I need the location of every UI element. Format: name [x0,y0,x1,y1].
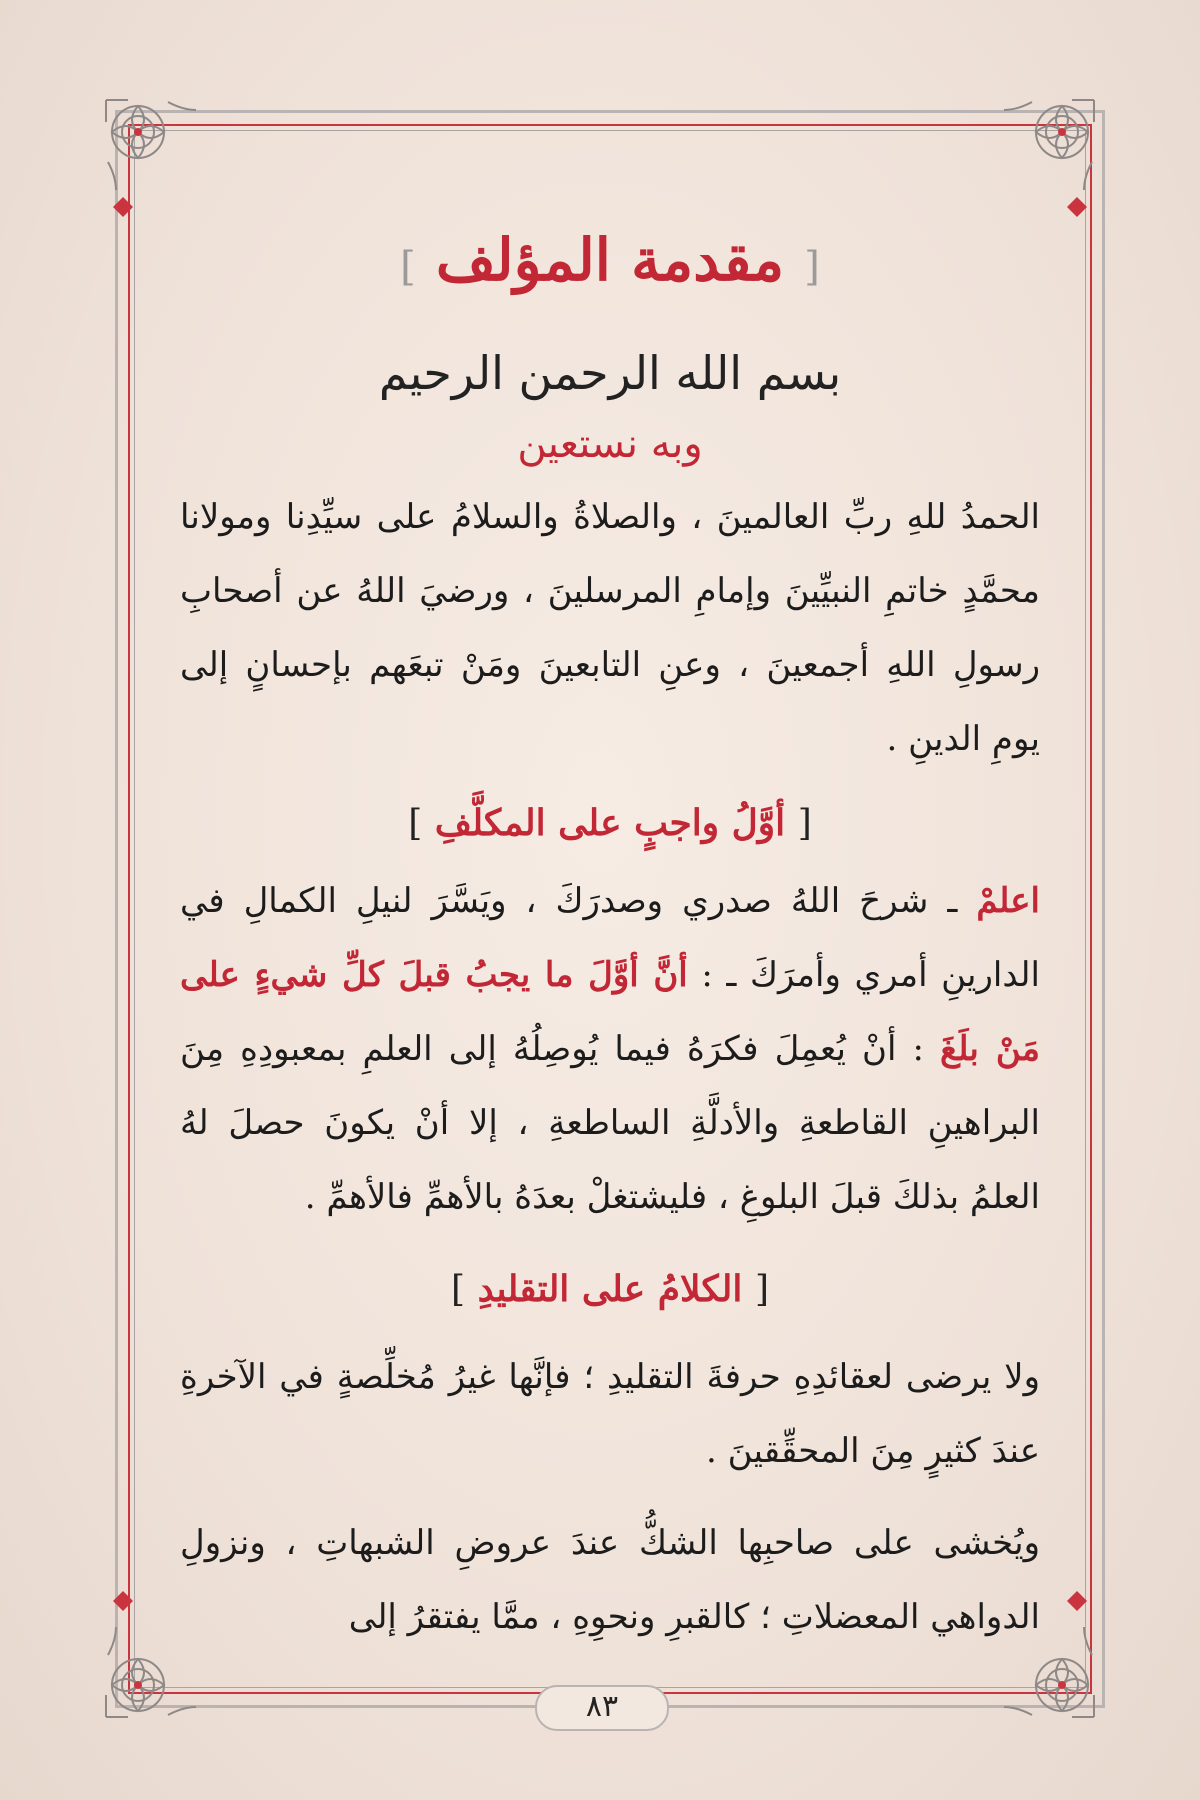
title-bracket-close: ] [400,244,416,290]
paragraph-praise: الحمدُ للهِ ربِّ العالمينَ ، والصلاةُ والسلامُ على سيِّدِنا ومولانا محمَّدٍ خاتمِ النبيِّينَ وإمامِ المرسلينَ ، ورضيَ اللهُ عن أصحابِ رسولِ اللهِ أجمعينَ ، وعنِ التابعينَ ومَنْ تبعَهم بإحسانٍ إلى يومِ الدينِ . [180,497,1040,759]
lead-word: اعلمْ [976,881,1040,921]
title-text: مقدمة المؤلف [435,226,785,294]
section-heading-first-obligation [180,786,1040,860]
subtitle: وبه نستعين [517,421,703,467]
heading-bracket-close: ] [450,1269,466,1310]
page-number: ٨٣ [535,1685,669,1731]
paragraph-doubts: ويُخشى على صاحبِها الشكُّ عندَ عروضِ الشبهاتِ ، ونزولِ الدواهي المعضلاتِ ؛ كالقبرِ ونحوِهِ ، ممَّا يفتقرُ إلى [180,1523,1040,1637]
paragraph-first-obligation [180,864,1040,1234]
diamond-ornament-icon [1066,196,1088,218]
heading-text: أوَّلُ واجبٍ على المكلَّفِ [434,802,786,844]
page-title [180,220,1040,300]
corner-ornament-icon [1002,92,1102,192]
heading-bracket-open: [ [754,1269,769,1310]
diamond-ornament-icon [112,196,134,218]
heading-bracket-open: [ [797,803,812,844]
diamond-ornament-icon [112,1590,134,1612]
basmala: بسم الله الرحمن الرحيم [378,346,842,400]
title-bracket-open: [ [804,244,820,290]
page-content [180,200,1040,1654]
paragraph-text: ـ شرحَ اللهُ صدري وصدرَكَ ، ويَسَّرَ لنيلِ الكمالِ في الدارينِ أمري وأمرَكَ ـ : [180,881,1040,995]
diamond-ornament-icon [1066,1590,1088,1612]
highlighted-text: أنَّ أوَّلَ ما يجبُ قبلَ كلِّ شيءٍ على مَنْ بلَغَ [180,955,1041,1069]
corner-ornament-icon [98,92,198,192]
heading-text: الكلامُ على التقليدِ [477,1268,743,1310]
paragraph-taqlid: ولا يرضى لعقائدِهِ حرفةَ التقليدِ ؛ فإنَّها غيرُ مُخلِّصةٍ في الآخرةِ عندَ كثيرٍ مِنَ المحقِّقينَ . [180,1357,1040,1471]
section-heading-taqlid [180,1252,1040,1326]
heading-bracket-close: ] [408,803,423,844]
paragraph-text: : أنْ يُعمِلَ فكرَهُ فيما يُوصِلُهُ إلى العلمِ بمعبودِهِ مِنَ البراهينِ القاطعةِ والأدلَّةِ الساطعةِ ، إلا أنْ يكونَ حصلَ لهُ العلمُ بذلكَ قبلَ البلوغِ ، فليشتغلْ بعدَهُ بالأهمِّ فالأهمِّ . [180,1029,1040,1217]
